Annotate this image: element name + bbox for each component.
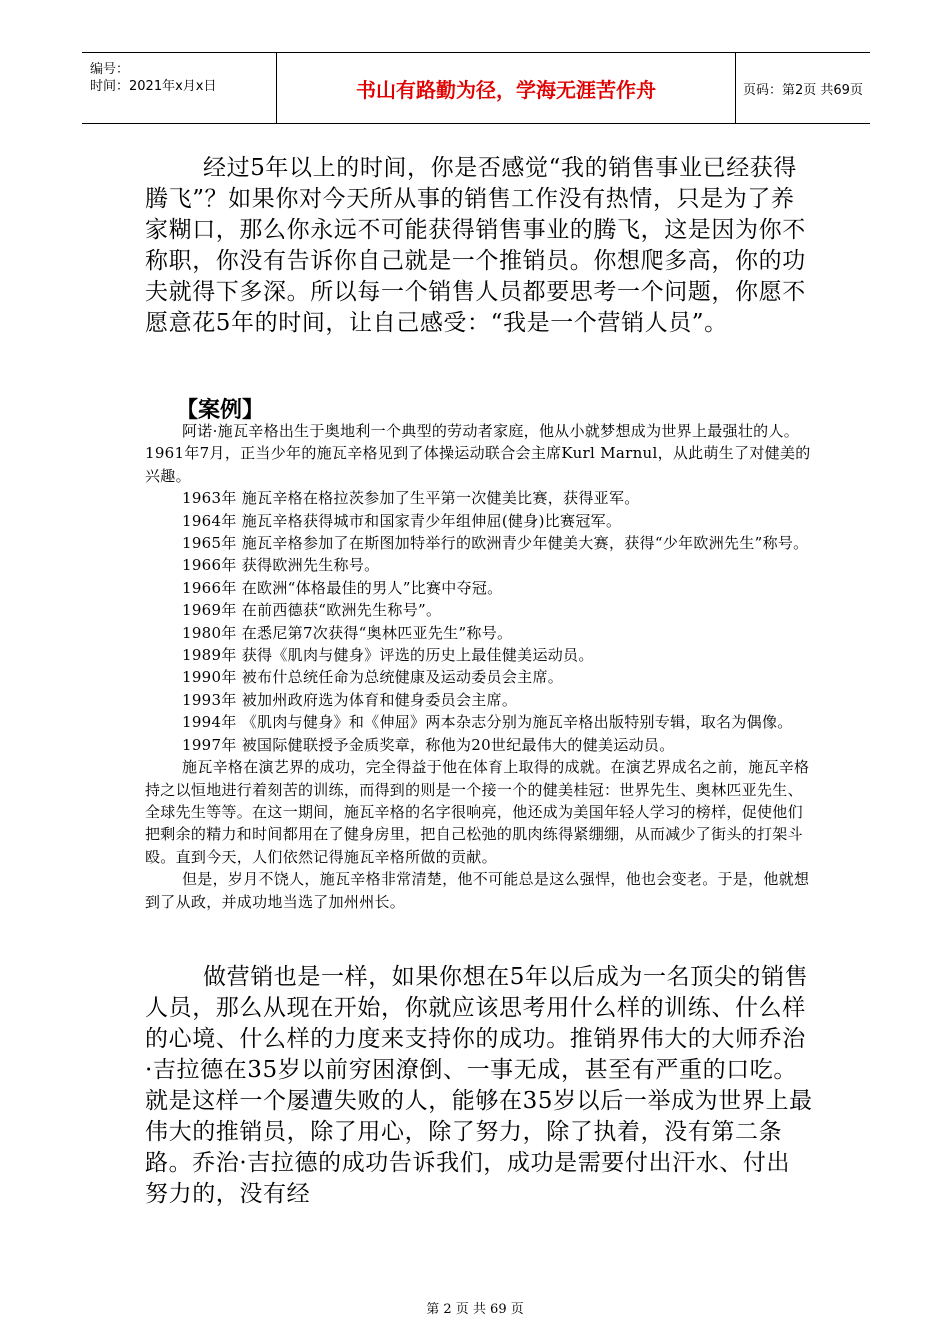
case-paragraph: 1964年 施瓦辛格获得城市和国家青少年组伸屈(健身)比赛冠军。 — [182, 511, 622, 530]
page-footer: 第 2 页 共 69 页 — [426, 1302, 524, 1317]
case-paragraph: 施瓦辛格在演艺界的成功，完全得益于他在体育上取得的成就。在演艺界成名之前，施瓦辛格持之以恒地进行着刻苦的训练，而得到的则是一个接一个的健美桂冠：世界先生、奥林匹亚先生、全球先生等等。在这一期间，施瓦辛格的名字很响亮，他还成为美国年轻人学习的榜样，促使他们把剩余的精力和时间都用在了健身房里，把自己松弛的肌肉练得紧绷绷，从而减少了街头的打架斗殴。直到今天，人们依然记得施瓦辛格所做的贡献。 — [145, 758, 810, 866]
header-motto: 书山有路勤为径，学海无涯苦作舟 — [276, 53, 736, 123]
document-time-label: 时间：2021年x月x日 — [90, 79, 217, 94]
case-paragraph: 1980年 在悉尼第7次获得“奥林匹亚先生”称号。 — [182, 623, 513, 642]
case-paragraph: 1994年 《肌肉与健身》和《伸屈》两本杂志分别为施瓦辛格出版特别专辑，取名为偶像。 — [182, 713, 793, 732]
case-paragraph: 但是，岁月不饶人，施瓦辛格非常清楚，他不可能总是这么强悍，他也会变老。于是，他就想到了从政，并成功地当选了加州州长。 — [145, 870, 810, 911]
case-paragraph: 1965年 施瓦辛格参加了在斯图加特举行的欧洲青少年健美大赛，获得“少年欧洲先生”称号。 — [182, 534, 809, 553]
case-paragraph: 1990年 被布什总统任命为总统健康及运动委员会主席。 — [182, 668, 564, 687]
intro-section — [145, 153, 813, 339]
header-meta — [82, 53, 276, 123]
page-header — [82, 52, 870, 124]
case-paragraph: 1993年 被加州政府选为体育和健身委员会主席。 — [182, 690, 518, 709]
case-title: 【案例】 — [176, 398, 265, 423]
case-section — [145, 420, 813, 913]
case-paragraph: 1997年 被国际健联授予金质奖章，称他为20世纪最伟大的健美运动员。 — [182, 735, 675, 754]
case-paragraph: 1966年 在欧洲“体格最佳的男人”比赛中夺冠。 — [182, 578, 503, 597]
case-paragraph: 1989年 获得《肌肉与健身》评选的历史上最佳健美运动员。 — [182, 646, 594, 665]
document-number-label: 编号： — [90, 62, 130, 77]
case-paragraph: 1969年 在前西德获“欧洲先生称号”。 — [182, 601, 442, 620]
intro-paragraph: 经过5年以上的时间，你是否感觉“我的销售事业已经获得腾飞”？如果你对今天所从事的销售工作没有热情，只是为了养家糊口，那么你永远不可能获得销售事业的腾飞，这是因为你不称职，你没有告诉你自己就是一个推销员。你想爬多高，你的功夫就得下多深。所以每一个销售人员都要思考一个问题，你愿不愿意花5年的时间，让自己感受：“我是一个营销人员”。 — [145, 155, 806, 336]
case-paragraph: 阿诺·施瓦辛格出生于奥地利一个典型的劳动者家庭，他从小就梦想成为世界上最强壮的人。1961年7月，正当少年的施瓦辛格见到了体操运动联合会主席Kurl Marnul，从此萌生了对健美的兴趣。 — [145, 422, 811, 485]
closing-paragraph: 做营销也是一样，如果你想在5年以后成为一名顶尖的销售人员，那么从现在开始，你就应该思考用什么样的训练、什么样的心境、什么样的力度来支持你的成功。推销界伟大的大师乔治·吉拉德在35岁以前穷困潦倒、一事无成，甚至有严重的口吃。就是这样一个屡遭失败的人，能够在35岁以后一举成为世界上最伟大的推销员，除了用心，除了努力，除了执着，没有第二条路。乔治·吉拉德的成功告诉我们，成功是需要付出汗水、付出努力的，没有经 — [145, 964, 813, 1207]
case-paragraph: 1963年 施瓦辛格在格拉茨参加了生平第一次健美比赛，获得亚军。 — [182, 489, 640, 508]
closing-section — [145, 962, 813, 1210]
case-paragraph: 1966年 获得欧洲先生称号。 — [182, 556, 380, 575]
header-page-info: 页码：第2页 共69页 — [743, 82, 863, 98]
